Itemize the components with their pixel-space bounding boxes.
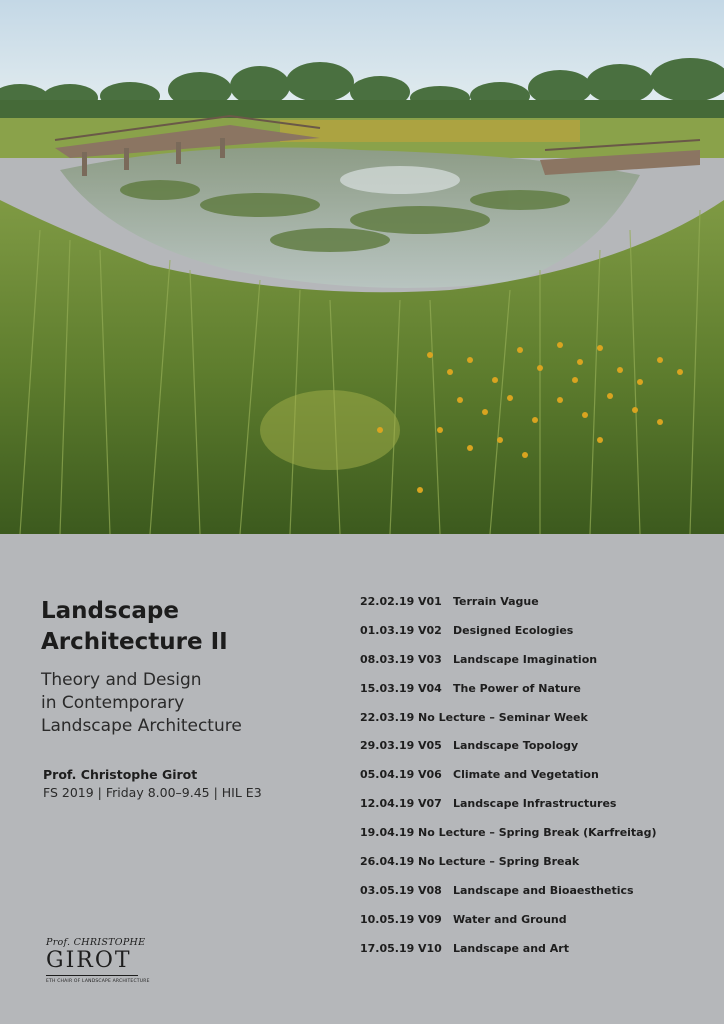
lecture-topic: The Power of Nature [453,681,581,695]
lecture-date: 19.04.19 [360,826,415,840]
course-title-line2: Architecture II [41,629,228,655]
lecture-date: 05.04.19 [360,768,415,782]
water-reflection [340,166,460,194]
lecture-schedule [360,595,710,971]
lecture-date: 29.03.19 [360,739,415,753]
course-title-line1: Landscape [41,598,179,624]
lecture-topic: Landscape and Bioaesthetics [453,883,634,897]
schedule-row [360,739,710,768]
lecture-topic: No Lecture – Seminar Week [418,710,588,724]
schedule-row [360,913,710,942]
lecture-code: V09 [418,912,442,926]
lecture-topic: Landscape Infrastructures [453,797,617,811]
lecture-topic: No Lecture – Spring Break (Karfreitag) [418,826,657,840]
lecture-date: 22.02.19 [360,595,415,608]
lecture-topic: No Lecture – Spring Break [418,855,580,869]
logo-line1: Prof. CHRISTOPHE [46,937,146,948]
schedule-row [360,653,710,682]
course-subtitle [41,669,341,738]
far-flower-field [280,120,580,142]
lecture-date: 26.04.19 [360,855,415,869]
lecture-topic: Climate and Vegetation [453,768,599,782]
lecture-date: 17.05.19 [360,941,415,955]
logo-line3: ETH CHAIR OF LANDSCAPE ARCHITECTURE [46,979,150,984]
schedule-row [360,884,710,913]
professor-name: Prof. Christophe Girot [43,767,198,782]
course-title [41,596,341,658]
logo-rule [46,975,138,976]
schedule-row [360,711,710,740]
schedule-row [360,595,710,624]
lecture-topic: Landscape Topology [453,739,579,753]
lecture-date: 08.03.19 [360,652,415,666]
lecture-topic: Water and Ground [453,912,567,926]
lecture-topic: Terrain Vague [453,595,539,608]
lecture-code: V02 [418,623,442,637]
subtitle-line1: Theory and Design [41,670,202,690]
lecture-code: V01 [418,595,442,608]
lecture-code: V10 [418,941,442,955]
lecture-code: V08 [418,883,442,897]
schedule-row [360,768,710,797]
lecture-date: 15.03.19 [360,681,415,695]
schedule-row [360,855,710,884]
schedule-row [360,682,710,711]
schedule-row [360,826,710,855]
lecture-code: V05 [418,739,442,753]
lecture-date: 10.05.19 [360,912,415,926]
course-details: FS 2019 | Friday 8.00–9.45 | HIL E3 [43,785,262,800]
lecture-code: V04 [418,681,442,695]
lecture-topic: Landscape and Art [453,941,569,955]
lecture-code: V07 [418,797,442,811]
lecture-date: 12.04.19 [360,797,415,811]
lecture-date: 22.03.19 [360,710,415,724]
schedule-row [360,942,710,971]
lecture-date: 01.03.19 [360,623,415,637]
schedule-row [360,797,710,826]
lecture-topic: Designed Ecologies [453,623,574,637]
subtitle-line2: in Contemporary [41,693,185,713]
subtitle-line3: Landscape Architecture [41,716,242,736]
lecture-topic: Landscape Imagination [453,652,598,666]
lecture-code: V06 [418,768,442,782]
lecture-code: V03 [418,652,442,666]
schedule-row [360,624,710,653]
logo-line2: GIROT [46,948,132,973]
girot-logo [46,937,156,984]
lecture-date: 03.05.19 [360,883,415,897]
